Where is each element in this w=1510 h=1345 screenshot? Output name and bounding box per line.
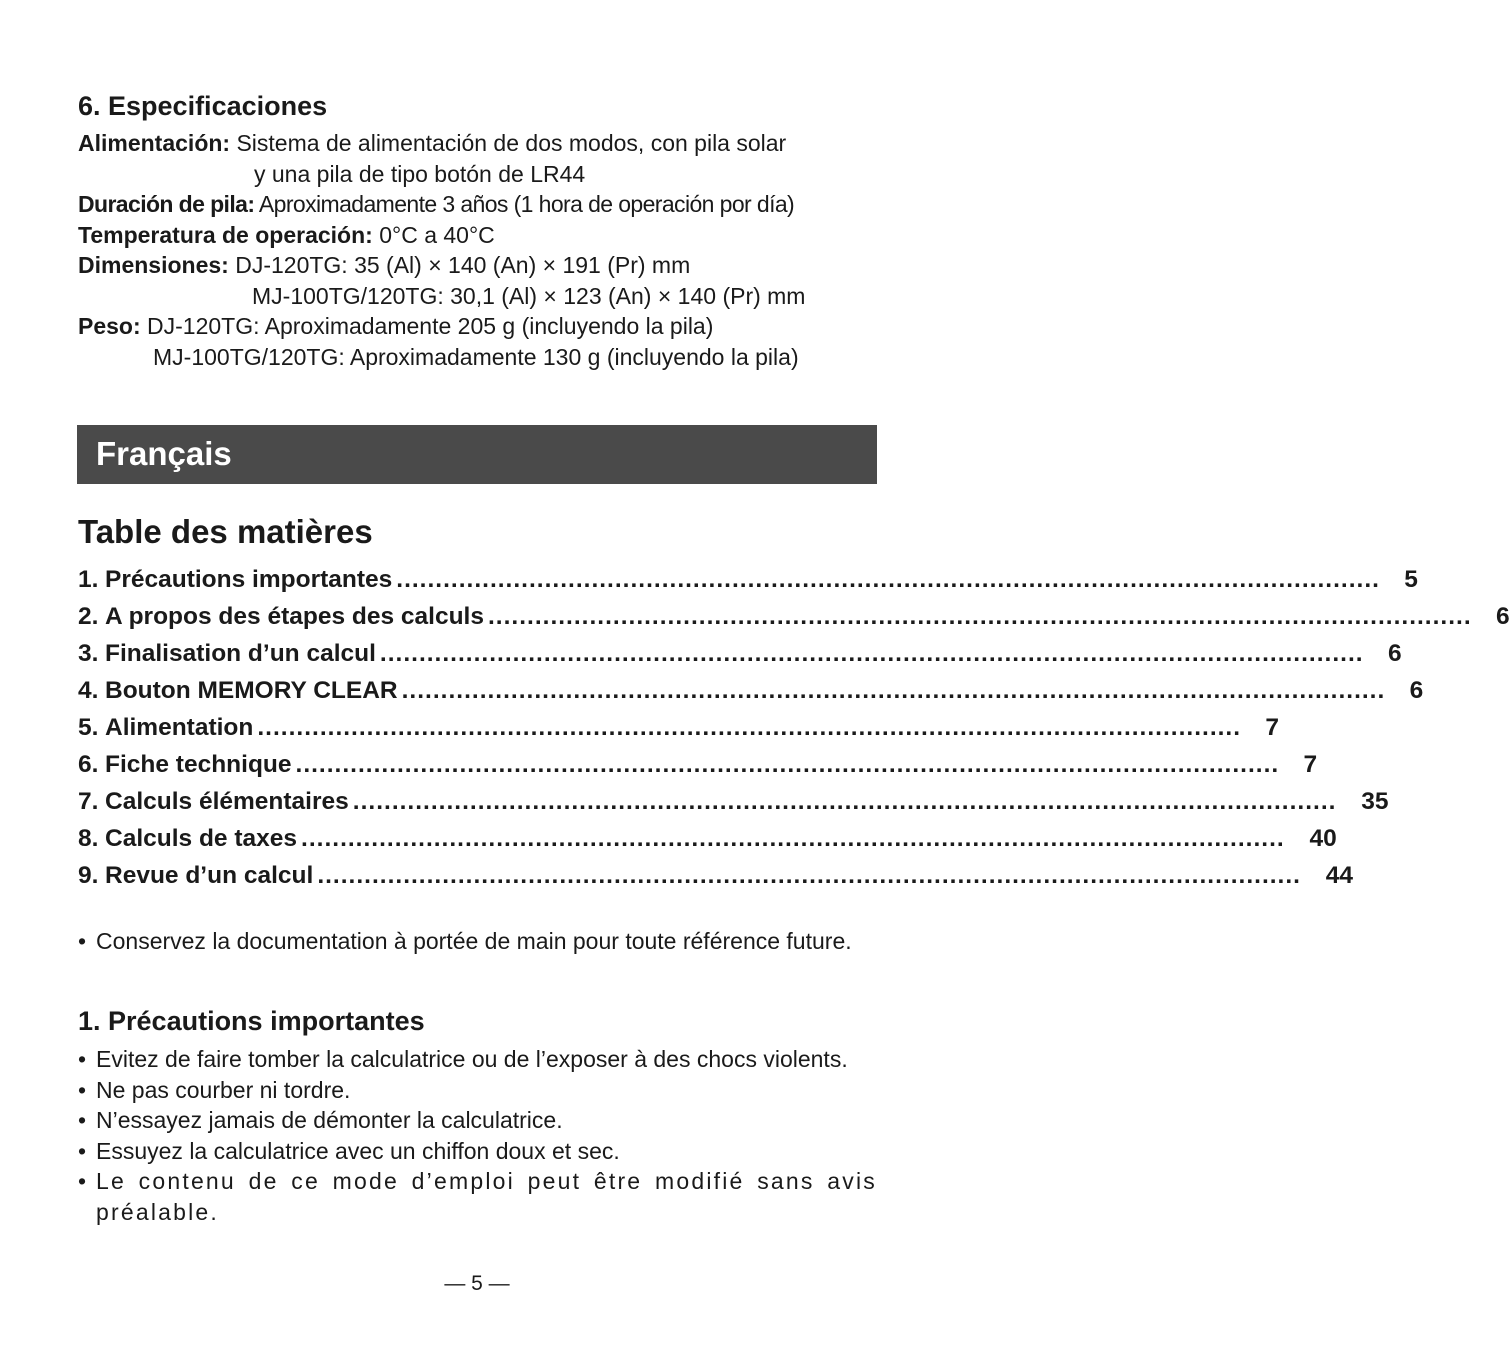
page-number: — 5 —: [444, 1272, 510, 1295]
spec-value: DJ-120TG: 35 (Al) × 140 (An) × 191 (Pr) mm: [228, 252, 691, 278]
toc-leader: ..............................................................................................................................: [487, 603, 1472, 630]
toc-number: 4.: [78, 677, 99, 704]
toc-page: 7: [1303, 751, 1318, 778]
spec-value-cont: MJ-100TG/120TG: Aproximadamente 130 g (incluyendo la pila): [153, 343, 799, 370]
toc-number: 9.: [78, 862, 99, 889]
list-item: • Le contenu de ce mode d’emploi peut être modifié sans avis préalable.: [78, 1166, 877, 1227]
toc-leader: ..............................................................................................................................: [317, 862, 1301, 889]
toc-leader: ..............................................................................................................................: [295, 751, 1280, 778]
spec-label: Peso:: [78, 313, 141, 339]
toc-page: 44: [1325, 862, 1353, 889]
toc-leader: ..............................................................................................................................: [401, 677, 1386, 704]
note-bullet: • Conservez la documentation à portée de main pour toute référence future.: [78, 926, 877, 957]
spec-temperatura: [78, 220, 877, 251]
toc-label: Fiche technique: [105, 751, 292, 778]
toc-leader: ..............................................................................................................................: [257, 714, 1242, 741]
spec-label: Duración de pila:: [78, 191, 255, 217]
toc-label: Revue d’un calcul: [105, 862, 314, 889]
spec-dimensiones: [78, 250, 877, 281]
toc-number: 6.: [78, 751, 99, 778]
spec-peso: [78, 311, 877, 342]
toc-row: [78, 857, 1353, 894]
toc-row: [78, 672, 1424, 709]
toc-leader: ..............................................................................................................................: [301, 825, 1285, 852]
language-banner: [77, 425, 877, 484]
note-block: [78, 926, 877, 957]
toc-page: 35: [1361, 788, 1389, 815]
toc-title: Table des matières: [78, 513, 373, 550]
spec-label: Temperatura de operación:: [78, 221, 373, 248]
toc-leader: ..............................................................................................................................: [352, 788, 1337, 815]
spec-value-cont: y una pila de tipo botón de LR44: [254, 160, 586, 187]
toc-number: 2.: [78, 603, 99, 630]
spec-label: Alimentación:: [78, 130, 231, 156]
toc-page: 40: [1309, 825, 1337, 852]
list-item: • Essuyez la calculatrice avec un chiffon doux et sec.: [78, 1136, 877, 1167]
spec-alimentacion: [78, 128, 877, 159]
toc-row: [78, 561, 1418, 598]
toc-number: 5.: [78, 714, 99, 741]
spec-value: Sistema de alimentación de dos modos, con pila solar: [230, 130, 787, 156]
spec-block: [78, 128, 877, 372]
toc-row: [78, 709, 1280, 746]
precautions-list: [78, 1044, 877, 1227]
toc-row: [78, 635, 1402, 672]
toc-leader: ..............................................................................................................................: [396, 566, 1380, 593]
spec-value: 0°C a 40°C: [372, 221, 495, 248]
toc-number: 3.: [78, 640, 99, 667]
spec-value-cont: MJ-100TG/120TG: 30,1 (Al) × 123 (An) × 140 (Pr) mm: [252, 282, 806, 309]
section-heading-especificaciones: 6. Especificaciones: [78, 91, 328, 121]
toc-row: [78, 746, 1318, 783]
list-item: • N’essayez jamais de démonter la calculatrice.: [78, 1105, 877, 1136]
toc-page: 6: [1387, 640, 1402, 667]
toc-label: Calculs de taxes: [105, 825, 298, 852]
toc-row: [78, 598, 1510, 635]
toc-number: 1.: [78, 566, 99, 593]
toc-label: Bouton MEMORY CLEAR: [105, 677, 398, 704]
toc-label: Calculs élémentaires: [105, 788, 349, 815]
toc-label: Finalisation d’un calcul: [105, 640, 376, 667]
spec-duracion: [78, 189, 877, 220]
toc-leader: ..............................................................................................................................: [379, 640, 1364, 667]
toc-label: Alimentation: [105, 714, 254, 741]
spec-value: DJ-120TG: Aproximadamente 205 g (incluyendo la pila): [140, 313, 714, 339]
toc-row: [78, 820, 1337, 857]
toc-number: 7.: [78, 788, 99, 815]
spec-label: Dimensiones:: [78, 252, 229, 278]
list-item: • Evitez de faire tomber la calculatrice ou de l’exposer à des chocs violents.: [78, 1044, 877, 1075]
list-item: • Ne pas courber ni tordre.: [78, 1075, 877, 1106]
toc-row: [78, 783, 1389, 820]
toc-label: Précautions importantes: [105, 566, 393, 593]
toc-page: 7: [1265, 714, 1280, 741]
toc-number: 8.: [78, 825, 99, 852]
toc-page: 6: [1409, 677, 1424, 704]
section-heading-precautions: 1. Précautions importantes: [78, 1006, 425, 1036]
table-of-contents: [78, 561, 1510, 894]
spec-value: Aproximadamente 3 años (1 hora de operación por día): [254, 191, 795, 217]
language-banner-title: Français: [96, 435, 232, 472]
toc-page: 6: [1496, 603, 1510, 630]
toc-page: 5: [1404, 566, 1418, 593]
toc-label: A propos des étapes des calculs: [105, 603, 484, 630]
